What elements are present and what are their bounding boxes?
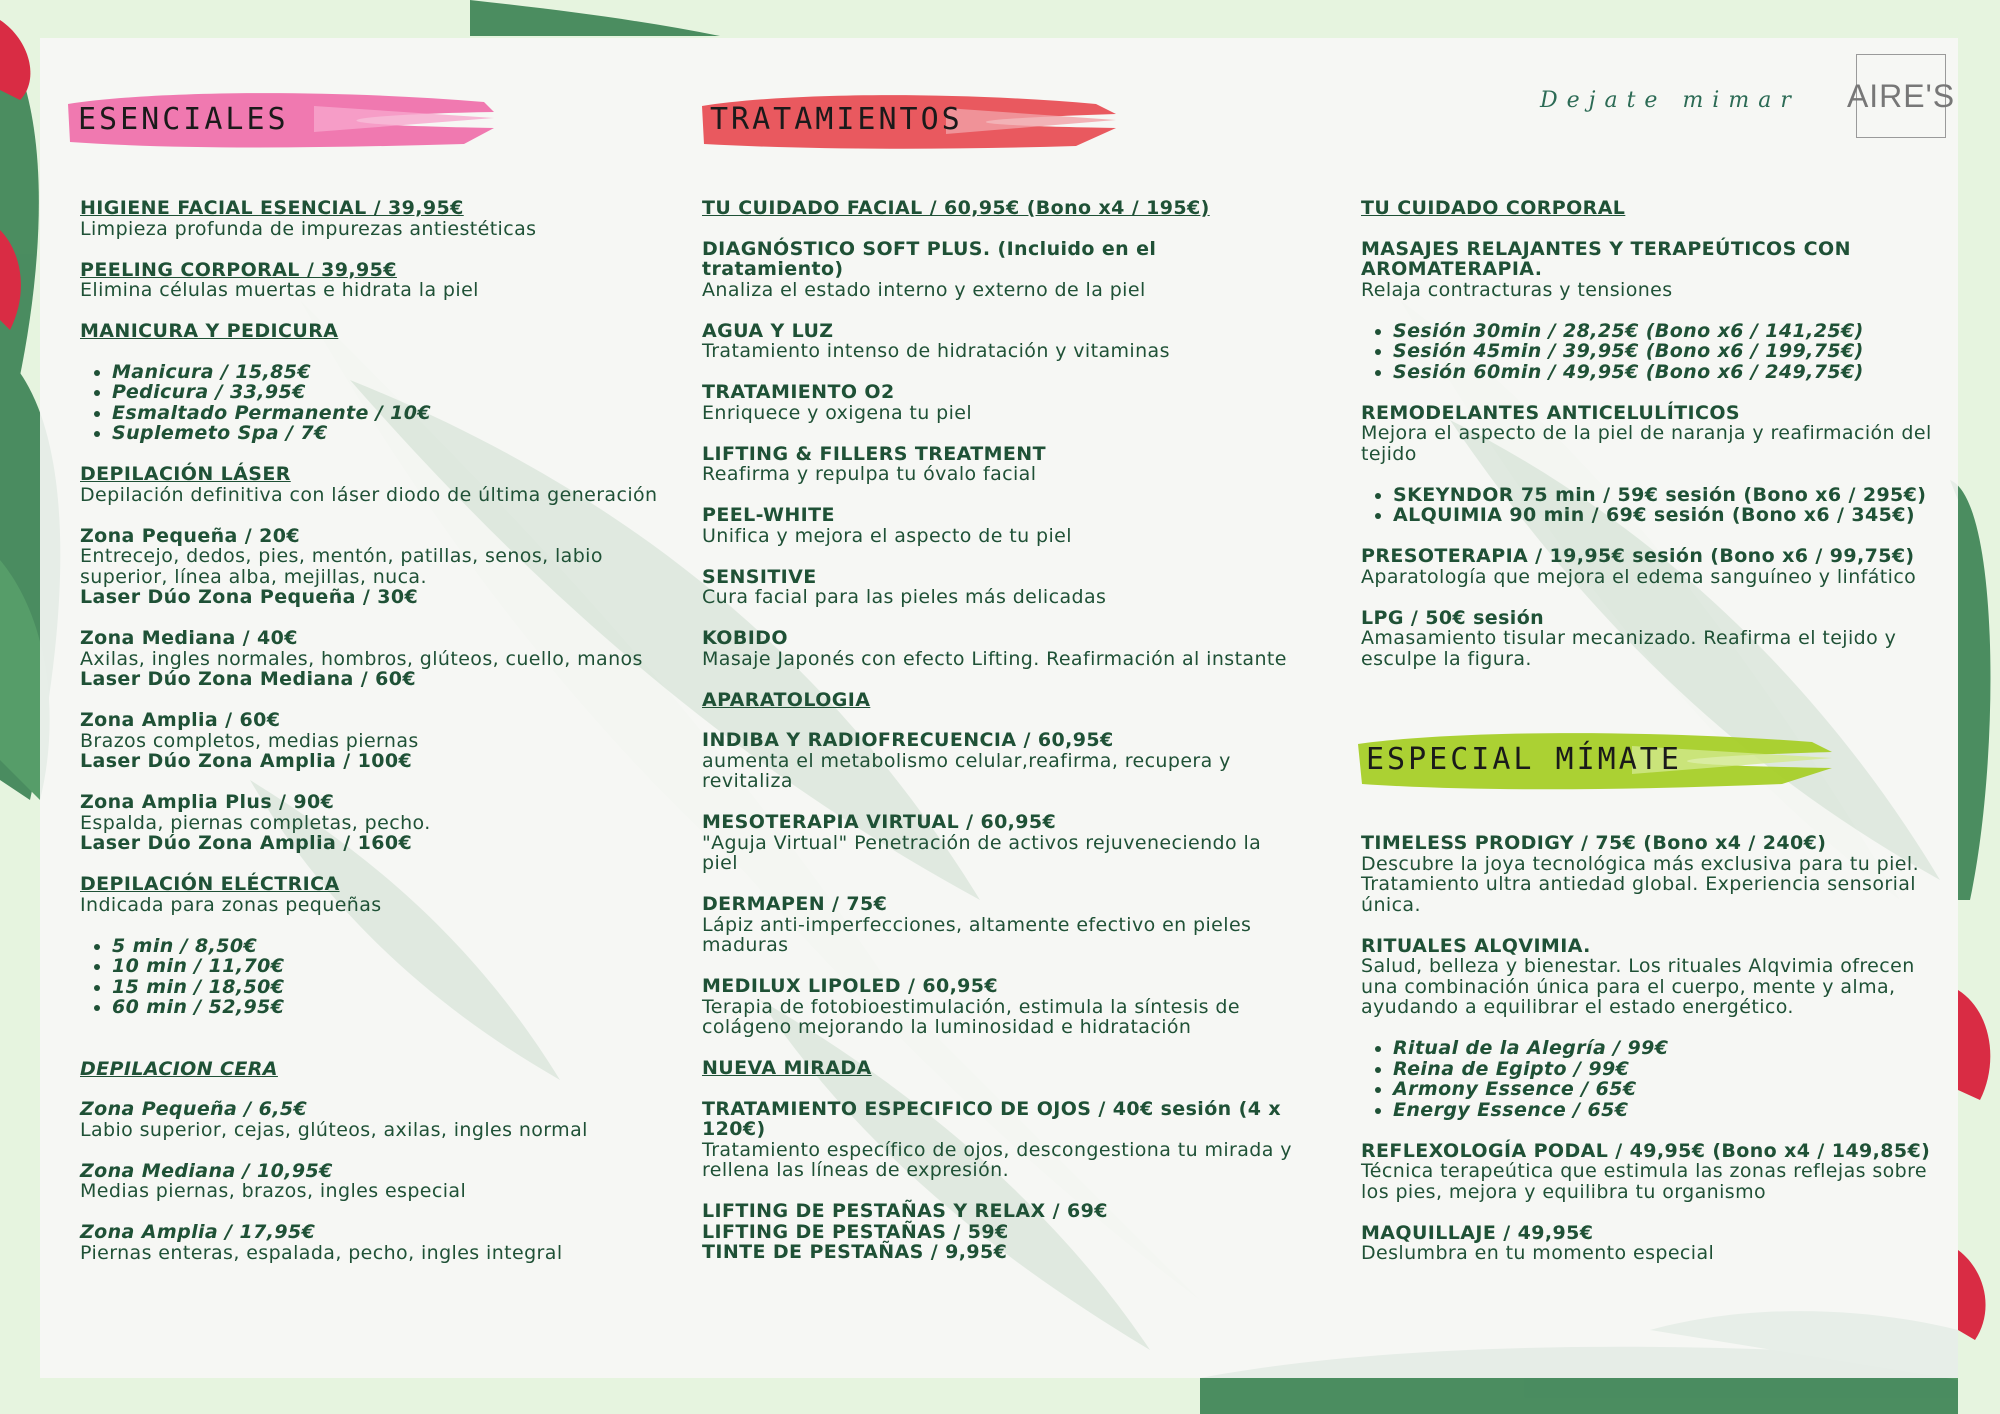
tratamiento-ojos bbox=[702, 1099, 1302, 1181]
lifting-fillers bbox=[702, 444, 1302, 485]
list-item: • 15 min / 18,50€ bbox=[112, 977, 660, 998]
kobido bbox=[702, 628, 1302, 669]
zona-pequena bbox=[80, 526, 660, 608]
remodelantes-list bbox=[1361, 485, 1941, 526]
item-desc: Descubre la joya tecnológica más exclusiva para tu piel. Tratamiento ultra antiedad global. Experiencia sensorial única. bbox=[1361, 852, 1920, 916]
reflexologia bbox=[1361, 1141, 1941, 1203]
item-title: MESOTERAPIA VIRTUAL / 60,95€ bbox=[702, 811, 1057, 833]
item-desc: Amasamiento tisular mecanizado. Reafirma el tejido y esculpe la figura. bbox=[1361, 627, 1897, 670]
brand-logo: AIRE'S bbox=[1856, 54, 1946, 138]
item-desc: Masaje Japonés con efecto Lifting. Reafirmación al instante bbox=[702, 647, 1287, 670]
depilacion-electrica bbox=[80, 874, 660, 915]
item-title: KOBIDO bbox=[702, 627, 788, 649]
cera-zona-title: Zona Amplia / 17,95€ bbox=[80, 1221, 316, 1243]
zona-amplia bbox=[80, 710, 660, 772]
item-desc: Deslumbra en tu momento especial bbox=[1361, 1242, 1715, 1264]
item-desc: Unifica y mejora el aspecto de tu piel bbox=[702, 524, 1072, 547]
remodelantes bbox=[1361, 403, 1941, 465]
item-title: REMODELANTES ANTICELULÍTICOS bbox=[1361, 401, 1740, 424]
item-desc: Tratamiento específico de ojos, descongestiona tu mirada y rellena las líneas de expresión. bbox=[702, 1138, 1292, 1181]
electrica-title: DEPILACIÓN ELÉCTRICA bbox=[80, 873, 340, 895]
zona-desc: Espalda, piernas completas, pecho. bbox=[80, 811, 431, 834]
cera-zona-desc: Labio superior, cejas, glúteos, axilas, ingles normal bbox=[80, 1118, 588, 1141]
item-title: REFLEXOLOGÍA PODAL / 49,95€ (Bono x4 / 149,85€) bbox=[1361, 1139, 1931, 1162]
banner-especial-label: ESPECIAL MÍMATE bbox=[1366, 741, 1682, 777]
list-item: • ALQUIMIA 90 min / 69€ sesión (Bono x6 / 345€) bbox=[1393, 505, 1941, 526]
zona-desc: Brazos completos, medias piernas bbox=[80, 729, 419, 752]
item-desc: "Aguja Virtual" Penetración de activos rejuveneciendo la piel bbox=[702, 831, 1262, 874]
list-item: • Pedicura / 33,95€ bbox=[112, 382, 660, 403]
lifting-relax: LIFTING DE PESTAÑAS Y RELAX / 69€ bbox=[702, 1200, 1108, 1222]
item-title: MASAJES RELAJANTES Y TERAPEÚTICOS CON AROMATERAPIA. bbox=[1361, 237, 1851, 280]
item-title: RITUALES ALQVIMIA. bbox=[1361, 934, 1591, 957]
list-item: • 10 min / 11,70€ bbox=[112, 956, 660, 977]
zona-title: Zona Mediana / 40€ bbox=[80, 627, 298, 649]
item-title: LIFTING & FILLERS TREATMENT bbox=[702, 442, 1046, 465]
item-title: MEDILUX LIPOLED / 60,95€ bbox=[702, 975, 999, 997]
list-item: • Energy Essence / 65€ bbox=[1393, 1100, 1941, 1121]
item-desc: Reafirma y repulpa tu óvalo facial bbox=[702, 463, 1037, 485]
cera-pequena bbox=[80, 1099, 660, 1140]
list-item: • Esmaltado Permanente / 10€ bbox=[112, 403, 660, 424]
aparatologia-title: APARATOLOGIA bbox=[702, 688, 871, 711]
tratamiento-o2 bbox=[702, 382, 1302, 423]
list-item: • Ritual de la Alegría / 99€ bbox=[1393, 1038, 1941, 1059]
item-desc: Técnica terapeútica que estimula las zonas reflejas sobre los pies, mejora y equilibra tu organismo bbox=[1361, 1160, 1928, 1203]
zona-amplia-plus bbox=[80, 792, 660, 854]
item-title: PEEL-WHITE bbox=[702, 504, 835, 526]
laser-desc: Depilación definitiva con láser diodo de última generación bbox=[80, 483, 658, 506]
list-item: • Suplemeto Spa / 7€ bbox=[112, 423, 660, 444]
dermapen bbox=[702, 894, 1302, 956]
electrica-list bbox=[80, 936, 660, 1018]
list-item: • Manicura / 15,85€ bbox=[112, 362, 660, 383]
zona-mediana bbox=[80, 628, 660, 690]
higiene-title: HIGIENE FACIAL ESENCIAL / 39,95€ bbox=[80, 197, 464, 219]
item-title: AGUA Y LUZ bbox=[702, 319, 834, 342]
banner-esenciales-label: ESENCIALES bbox=[78, 101, 289, 137]
column-esenciales bbox=[80, 198, 660, 1284]
item-title: INDIBA Y RADIOFRECUENCIA / 60,95€ bbox=[702, 729, 1114, 751]
lifting-pestanas: LIFTING DE PESTAÑAS / 59€ bbox=[702, 1220, 1009, 1243]
item-title: TRATAMIENTO ESPECIFICO DE OJOS / 40€ sesión (4 x 120€) bbox=[702, 1097, 1281, 1140]
column-corporal bbox=[1361, 198, 1941, 1284]
cera-amplia bbox=[80, 1222, 660, 1263]
sensitive bbox=[702, 567, 1302, 608]
zona-title: Zona Amplia Plus / 90€ bbox=[80, 791, 335, 813]
facial-title: TU CUIDADO FACIAL / 60,95€ (Bono x4 / 195€) bbox=[702, 197, 1210, 219]
cera-zona-desc: Piernas enteras, espalada, pecho, ingles integral bbox=[80, 1241, 563, 1264]
banner-tratamientos-label: TRATAMIENTOS bbox=[710, 101, 963, 137]
electrica-desc: Indicada para zonas pequeñas bbox=[80, 893, 382, 916]
maquillaje bbox=[1361, 1223, 1941, 1264]
cera-zona-desc: Medias piernas, brazos, ingles especial bbox=[80, 1180, 467, 1202]
item-title: PRESOTERAPIA / 19,95€ sesión (Bono x6 / 99,75€) bbox=[1361, 545, 1915, 567]
nueva-mirada-title: NUEVA MIRADA bbox=[702, 1057, 872, 1079]
zona-desc: Axilas, ingles normales, hombros, glúteos, cuello, manos bbox=[80, 647, 643, 670]
zona-duo: Laser Dúo Zona Pequeña / 30€ bbox=[80, 586, 419, 608]
banner-esenciales bbox=[64, 84, 494, 154]
item-desc: Mejora el aspecto de la piel de naranja y reafirmación del tejido bbox=[1361, 422, 1932, 465]
zona-desc: Entrecejo, dedos, pies, mentón, patillas, senos, labio superior, línea alba, mejillas, nuca. bbox=[80, 545, 603, 588]
item-desc: Enriquece y oxigena tu piel bbox=[702, 401, 973, 424]
item-desc: Tratamiento intenso de hidratación y vitaminas bbox=[702, 340, 1170, 362]
item-desc: Terapia de fotobioestimulación, estimula la síntesis de colágeno mejorando la luminosidad e hidratación bbox=[702, 995, 1240, 1038]
item-desc: Salud, belleza y bienestar. Los rituales Alqvimia ofrecen una combinación única para el cuerpo, mente y alma, ayudando a equilibrar el estado energético. bbox=[1361, 955, 1915, 1018]
presoterapia bbox=[1361, 546, 1941, 587]
corporal-title: TU CUIDADO CORPORAL bbox=[1361, 197, 1626, 219]
zona-duo: Laser Dúo Zona Amplia / 100€ bbox=[80, 750, 413, 772]
rituales bbox=[1361, 936, 1941, 1018]
mesoterapia bbox=[702, 812, 1302, 874]
item-desc: Lápiz anti-imperfecciones, altamente efectivo en pieles maduras bbox=[702, 913, 1252, 956]
list-item: • SKEYNDOR 75 min / 59€ sesión (Bono x6 / 295€) bbox=[1393, 485, 1941, 506]
item-desc: Relaja contracturas y tensiones bbox=[1361, 278, 1673, 301]
peeling-corporal bbox=[80, 260, 660, 301]
list-item: • Sesión 60min / 49,95€ (Bono x6 / 249,75€) bbox=[1393, 362, 1941, 383]
list-item: • Armony Essence / 65€ bbox=[1393, 1079, 1941, 1100]
cera-mediana bbox=[80, 1161, 660, 1202]
list-item: • Sesión 45min / 39,95€ (Bono x6 / 199,75€) bbox=[1393, 341, 1941, 362]
list-item: • Sesión 30min / 28,25€ (Bono x6 / 141,25€) bbox=[1393, 321, 1941, 342]
list-item: • Reina de Egipto / 99€ bbox=[1393, 1059, 1941, 1080]
diagnostico bbox=[702, 239, 1302, 301]
cera-title: DEPILACION CERA bbox=[80, 1057, 278, 1080]
item-title: TIMELESS PRODIGY / 75€ (Bono x4 / 240€) bbox=[1361, 832, 1827, 854]
banner-tratamientos bbox=[696, 84, 1116, 154]
agua-luz bbox=[702, 321, 1302, 362]
item-desc: Cura facial para las pieles más delicadas bbox=[702, 586, 1107, 608]
cera-zona-title: Zona Pequeña / 6,5€ bbox=[80, 1098, 308, 1120]
peel-white bbox=[702, 505, 1302, 546]
rituales-list bbox=[1361, 1038, 1941, 1120]
item-desc: Analiza el estado interno y externo de la piel bbox=[702, 278, 1146, 301]
zona-duo: Laser Dúo Zona Mediana / 60€ bbox=[80, 668, 416, 690]
medilux bbox=[702, 976, 1302, 1038]
manicura-list bbox=[80, 362, 660, 444]
zona-title: Zona Amplia / 60€ bbox=[80, 709, 281, 731]
list-item: • 5 min / 8,50€ bbox=[112, 936, 660, 957]
tagline: Dejate mimar bbox=[1540, 87, 1800, 113]
zona-title: Zona Pequeña / 20€ bbox=[80, 524, 300, 547]
item-title: DIAGNÓSTICO SOFT PLUS. (Incluido en el tratamiento) bbox=[702, 237, 1157, 280]
higiene-desc: Limpieza profunda de impurezas antiestéticas bbox=[80, 217, 537, 240]
item-desc: aumenta el metabolismo celular,reafirma, recupera y revitaliza bbox=[702, 749, 1231, 792]
peeling-desc: Elimina células muertas e hidrata la piel bbox=[80, 279, 479, 301]
item-title: DERMAPEN / 75€ bbox=[702, 893, 888, 915]
item-title: LPG / 50€ sesión bbox=[1361, 606, 1545, 629]
list-item: • 60 min / 52,95€ bbox=[112, 997, 660, 1018]
column-tratamientos bbox=[702, 198, 1302, 1263]
manicura-title: MANICURA Y PEDICURA bbox=[80, 320, 339, 342]
item-title: SENSITIVE bbox=[702, 565, 817, 588]
masajes bbox=[1361, 239, 1941, 301]
cera-zona-title: Zona Mediana / 10,95€ bbox=[80, 1159, 333, 1182]
indiba bbox=[702, 730, 1302, 792]
lpg bbox=[1361, 608, 1941, 670]
peeling-title: PEELING CORPORAL / 39,95€ bbox=[80, 258, 397, 281]
depilacion-laser bbox=[80, 464, 660, 505]
zona-duo: Laser Dúo Zona Amplia / 160€ bbox=[80, 832, 413, 854]
tinte-pestanas: TINTE DE PESTAÑAS / 9,95€ bbox=[702, 1241, 1008, 1263]
timeless bbox=[1361, 833, 1941, 915]
item-title: MAQUILLAJE / 49,95€ bbox=[1361, 1221, 1594, 1244]
item-desc: Aparatología que mejora el edema sanguíneo y linfático bbox=[1361, 565, 1917, 588]
masajes-list bbox=[1361, 321, 1941, 383]
laser-title: DEPILACIÓN LÁSER bbox=[80, 463, 291, 485]
higiene-facial bbox=[80, 198, 660, 239]
item-title: TRATAMIENTO O2 bbox=[702, 381, 895, 403]
